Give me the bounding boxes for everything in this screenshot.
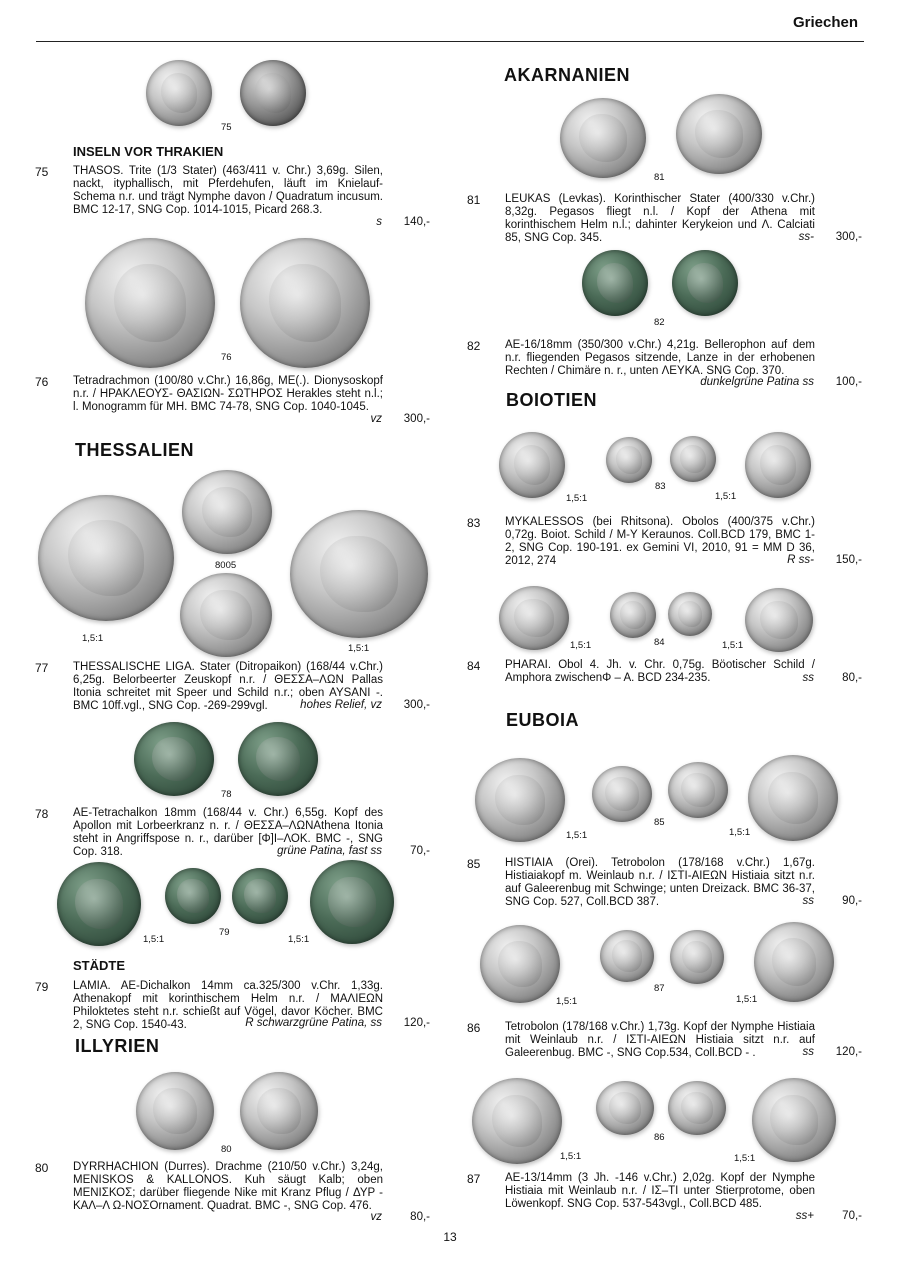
coin-77-reverse <box>180 573 272 657</box>
coin-79-obverse-large <box>57 862 141 946</box>
coin-78-reverse <box>238 722 318 796</box>
lot-price: 90,- <box>842 895 862 907</box>
coin-75-reverse <box>240 60 306 126</box>
coin-87-reverse <box>668 1081 726 1135</box>
lot-description: THASOS. Trite (1/3 Stater) (463/411 v. Chr.) 3,69g. Silen, nackt, ityphallisch, mit Pferdehufen, läuft im Knielauf-Schema n.r. und trägt Nymphe davon / Quadratum incusum. BMC 12-17, SNG Cop. 1014-1015, Picard 268.3. <box>73 165 383 216</box>
coin-78-obverse <box>134 722 214 796</box>
scale-label-right: 1,5:1 <box>734 1153 756 1164</box>
scale-label-right: 1,5:1 <box>729 827 751 838</box>
lot-grade: ss <box>802 672 814 684</box>
scale-label-left: 1,5:1 <box>560 1151 582 1162</box>
lot-price: 70,- <box>842 1210 862 1222</box>
coin-80-obverse <box>136 1072 214 1150</box>
lot-grade: ss+ <box>795 1210 814 1222</box>
photo-label-76: 76 <box>221 352 232 363</box>
lot-number: 79 <box>35 980 49 994</box>
section-title-akarnanien: AKARNANIEN <box>504 65 630 85</box>
coin-85-reverse <box>668 762 728 818</box>
lot-price: 100,- <box>835 376 862 388</box>
coin-84-reverse <box>668 592 712 636</box>
section-title-euboia: EUBOIA <box>506 710 580 730</box>
section-title-illyrien: ILLYRIEN <box>75 1036 160 1056</box>
coin-84-reverse-large <box>745 588 813 652</box>
section-title-boiotien: BOIOTIEN <box>506 390 598 410</box>
photo-label-87: 86 <box>654 1132 665 1143</box>
coin-87-reverse-large <box>752 1078 836 1162</box>
coin-77-reverse-large <box>290 510 428 638</box>
page-header <box>0 0 900 44</box>
lot-number: 84 <box>467 659 481 673</box>
photo-label-86: 87 <box>654 983 665 994</box>
coin-76-reverse <box>240 238 370 368</box>
photo-label-84: 84 <box>654 637 665 648</box>
coin-82-obverse <box>582 250 648 316</box>
section-title-staedte: STÄDTE <box>73 958 125 973</box>
coin-83-obverse <box>606 437 652 483</box>
lot-price: 120,- <box>403 1017 430 1029</box>
lot-number: 85 <box>467 857 481 871</box>
photo-label-80: 80 <box>221 1144 232 1155</box>
photo-label-85: 85 <box>654 817 665 828</box>
page-number: 13 <box>443 1230 457 1244</box>
coin-80-reverse <box>240 1072 318 1150</box>
coin-83-obverse-large <box>499 432 565 498</box>
coin-85-obverse <box>592 766 652 822</box>
scale-label-right: 1,5:1 <box>736 994 758 1005</box>
scale-label-left: 1,5:1 <box>82 633 104 644</box>
scale-label-left: 1,5:1 <box>566 493 588 504</box>
lot-description: AE-Tetrachalkon 18mm (168/44 v. Chr.) 6,55g. Kopf des Apollon mit Lorbeerkranz n. r. / ΘΕΣΣΑ–ΛΩΝAthena Itonia steht in Angriffspose n. r., darüber [Φ]Ι–ΛΟΚ. BMC -, SNG Cop. 318. <box>73 807 383 858</box>
lot-price: 80,- <box>410 1211 430 1223</box>
lot-number: 81 <box>467 193 481 207</box>
lot-description: PHARAI. Obol 4. Jh. v. Chr. 0,75g. Böotischer Schild / Amphora zwischenΦ – Α. BCD 234-235. <box>505 659 815 684</box>
lot-grade: dunkelgrüne Patina ss <box>700 376 814 388</box>
lot-description: LEUKAS (Levkas). Korinthischer Stater (400/330 v.Chr.) 8,32g. Pegasos fliegt n.l. / Kopf der Athena mit korinthischem Helm n.l.; dahinter Kerykeion und Λ. Calciati 85, SNG Cop. 345. <box>505 193 815 244</box>
lot-description: Tetrobolon (178/168 v.Chr.) 1,73g. Kopf der Nymphe Histiaia mit Weinlaub n.r. / ΙΣΤΙ-ΑΙΕΩΝ Histiaia sitzt n.r. auf Galeerenbug. BMC -, SNG Cop.534, Coll.BCD - . <box>505 1021 815 1059</box>
lot-grade: hohes Relief, vz <box>300 699 382 711</box>
lot-grade: ss <box>802 1046 814 1058</box>
coin-77-obverse-large <box>38 495 174 621</box>
scale-label-right: 1,5:1 <box>348 643 370 654</box>
lot-number: 86 <box>467 1021 481 1035</box>
scale-label-left: 1,5:1 <box>556 996 578 1007</box>
lot-description: DYRRHACHION (Durres). Drachme (210/50 v.Chr.) 3,24g, MENISKOS & KALLONOS. Kuh säugt Kalb; oben ΜΕΝΙΣΚΟΣ; darüber fliegende Nike mit Kranz Pflug / ΔΥΡ - ΚΑΛ–Λ Ω-ΝΟΣOrnament. Quadrat. BMC -, SNG Cop. 476. <box>73 1161 383 1212</box>
coin-86-obverse <box>600 930 654 982</box>
lot-number: 77 <box>35 661 49 675</box>
lot-price: 150,- <box>835 554 862 566</box>
photo-label-79: 79 <box>219 927 230 938</box>
lot-number: 80 <box>35 1161 49 1175</box>
photo-label-82: 82 <box>654 317 665 328</box>
lot-description: LAMIA. AE-Dichalkon 14mm ca.325/300 v.Chr. 1,33g. Athenakopf mit korinthischem Helm n.r. / ΜΑΛΙΕΩΝ Philoktetes steht n.r. schießt auf Vögel, davor Köcher. BMC 2, SNG Cop. 1540-43. <box>73 980 383 1031</box>
lot-description: AE-16/18mm (350/300 v.Chr.) 4,21g. Bellerophon auf dem n.r. fliegenden Pegasos sitzende, Lanze in der erhobenen Rechten / Chimäre n. r., unten ΛΕΥΚΑ. SNG Cop. 370. <box>505 339 815 377</box>
coin-79-obverse <box>165 868 221 924</box>
coin-87-obverse-large <box>472 1078 562 1164</box>
scale-label-left: 1,5:1 <box>570 640 592 651</box>
lot-grade: s <box>376 216 382 228</box>
lot-grade: vz <box>370 413 382 425</box>
coin-77-obverse <box>182 470 272 554</box>
lot-number: 76 <box>35 375 49 389</box>
coin-86-obverse-large <box>480 925 560 1003</box>
coin-86-reverse <box>670 930 724 984</box>
lot-number: 87 <box>467 1172 481 1186</box>
photo-label-83: 83 <box>655 481 666 492</box>
lot-price: 140,- <box>403 216 430 228</box>
lot-description: AE-13/14mm (3 Jh. -146 v.Chr.) 2,02g. Kopf der Nymphe Histiaia mit Weinlaub n.r. / ΙΣ–ΤΙ unter Stierprotome, oben Löwenkopf. SNG Cop. 537-543vgl., Coll.BCD 485. <box>505 1172 815 1210</box>
lot-price: 70,- <box>410 845 430 857</box>
lot-number: 82 <box>467 339 481 353</box>
lot-price: 300,- <box>403 699 430 711</box>
photo-label-77: 8005 <box>215 560 237 571</box>
lot-number: 78 <box>35 807 49 821</box>
coin-81-obverse <box>560 98 646 178</box>
photo-label-78: 78 <box>221 789 232 800</box>
lot-price: 80,- <box>842 672 862 684</box>
coin-79-reverse-large <box>310 860 394 944</box>
scale-label-right: 1,5:1 <box>715 491 737 502</box>
lot-grade: grüne Patina, fast ss <box>277 845 382 857</box>
scale-label-right: 1,5:1 <box>722 640 744 651</box>
coin-84-obverse-large <box>499 586 569 650</box>
coin-85-reverse-large <box>748 755 838 841</box>
coin-82-reverse <box>672 250 738 316</box>
lot-description: MYKALESSOS (bei Rhitsona). Obolos (400/375 v.Chr.) 0,72g. Boiot. Schild / M-Y Keraunos. Coll.BCD 179, BMC 1-2, SNG Cop. 190-191. ex Gemini VI, 2010, 91 = MM D 36, 2012, 274 <box>505 516 815 567</box>
lot-description: Tetradrachmon (100/80 v.Chr.) 16,86g, ME(.). Dionysoskopf n.r. / ΗΡΑΚΛΕΟΥΣ- ΘΑΣΙΩΝ- ΣΩΤΗΡΟΣ Herakles steht n.l.; l. Monogramm für MH. BMC 74-78, SNG Cop. 1040-1045. <box>73 375 383 413</box>
coin-86-reverse-large <box>754 922 834 1002</box>
lot-price: 300,- <box>403 413 430 425</box>
lot-grade: ss- <box>798 231 814 243</box>
lot-number: 83 <box>467 516 481 530</box>
lot-grade: ss <box>802 895 814 907</box>
header-rule <box>36 41 864 42</box>
scale-label-right: 1,5:1 <box>288 934 310 945</box>
lot-description: THESSALISCHE LIGA. Stater (Ditropaikon) (168/44 v.Chr.) 6,25g. Belorbeerter Zeuskopf n.r. / ΘΕΣΣΑ–ΛΩΝ Pallas Itonia schreitet mit Speer und Schild n.r.; oben AYSANI -. BMC 10ff.vgl., SNG Cop. -269-299vgl. <box>73 661 383 712</box>
photo-label-81: 81 <box>654 172 665 183</box>
section-title-inseln: INSELN VOR THRAKIEN <box>73 144 224 159</box>
section-title-thessalien: THESSALIEN <box>75 440 195 460</box>
lot-number: 75 <box>35 165 49 179</box>
lot-grade: R ss- <box>787 554 814 566</box>
scale-label-left: 1,5:1 <box>566 830 588 841</box>
lot-price: 120,- <box>835 1046 862 1058</box>
photo-label-75: 75 <box>221 122 232 133</box>
coin-83-reverse-large <box>745 432 811 498</box>
lot-grade: R schwarzgrüne Patina, ss <box>245 1017 382 1029</box>
coin-83-reverse <box>670 436 716 482</box>
lot-price: 300,- <box>835 231 862 243</box>
coin-85-obverse-large <box>475 758 565 842</box>
lot-grade: vz <box>370 1211 382 1223</box>
header-title: Griechen <box>792 14 858 31</box>
coin-81-reverse <box>676 94 762 174</box>
coin-76-obverse <box>85 238 215 368</box>
scale-label-left: 1,5:1 <box>143 934 165 945</box>
coin-84-obverse <box>610 592 656 638</box>
coin-75-obverse <box>146 60 212 126</box>
coin-79-reverse <box>232 868 288 924</box>
coin-87-obverse <box>596 1081 654 1135</box>
lot-description: HISTIAIA (Orei). Tetrobolon (178/168 v.Chr.) 1,67g. Histiaiakopf m. Weinlaub n.r. / ΙΣΤΙ-ΑΙΕΩΝ Histiaia sitzt n.r. auf Galeerenbug mit Schwinge; unten Dreizack. BMC 36-37, SNG Cop. 527, Coll.BCD 387. <box>505 857 815 908</box>
